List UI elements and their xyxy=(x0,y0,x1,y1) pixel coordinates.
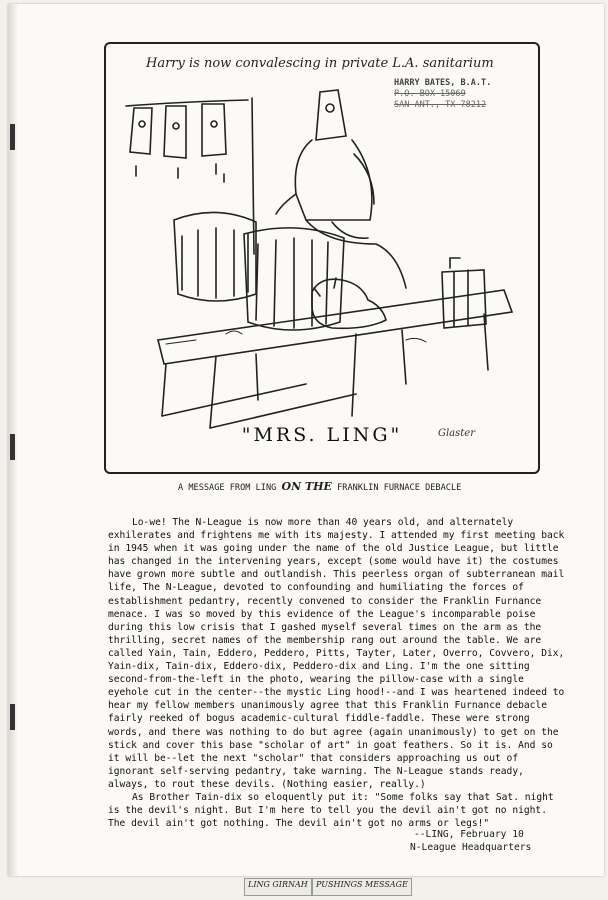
headline xyxy=(178,480,518,493)
signoff-line: --LING, February 10 xyxy=(414,829,524,840)
signoff-line: N-League Headquarters xyxy=(410,842,532,853)
address-name: HARRY BATES, B.A.T. xyxy=(394,78,492,88)
address-line: P.O. BOX 15069 xyxy=(394,89,466,99)
headline-insertion: ON THE xyxy=(281,480,332,493)
message-body xyxy=(108,516,568,830)
punch-mark xyxy=(10,434,15,460)
archive-label: LING GIRNAH xyxy=(244,878,312,896)
address-line: SAN ANT., TX 78212 xyxy=(394,100,487,110)
handwritten-note: Harry is now convalescing in private L.A. sanitarium xyxy=(146,56,494,71)
body-paragraph: As Brother Tain-dix so eloquently put it: "Some folks say that Sat. night is the devil's night. But I'm here to tell you the devil ain't got no night. The devil ain't got nothing. The devil ain't got no arms or legs!" xyxy=(108,791,554,830)
mrs-ling-illustration xyxy=(104,42,540,474)
headline-prefix: A MESSAGE FROM LING xyxy=(178,483,277,493)
body-paragraph: Lo-we! The N-League is now more than 40 years old, and alternately exhilerates and frightens me with its majesty. I attended my first meeting back in 1945 when it was going under the name of the old Justice League, but little has changed in the intervening years, except (some would have it) the costumes have grown more subtle and outlandish. This peerless organ of subterranean mail life, The N-League, devoted to confounding and humiliating the forces of establishment pedantry, recently convened to consider the Franklin Furnance menace. I was so moved by this evidence of the League's incomparable poise during this low crisis that I gashed myself several times on the arm as the thrilling, secret names of the membership rang out around the table. We are called Yain, Tain, Eddero, Peddero, Pitts, Tayter, Later, Overro, Covvero, Dix, Yain-dix, Tain-dix, Eddero-dix, Peddero-dix and Ling. I'm the one sitting second-from-the-left in the photo, wearing the pillow-case with a single eyehole cut in the center--the mystic Ling hood!--and I was heartened indeed to hear my fellow members unanimously agree that this Franklin Furnance debacle fairly reeked of bogus academic-cultural fiddle-faddle. These were strong words, and there was nothing to do but agree (again unanimously) to get on the stick and cover this base "scholar of art" in goat feathers. So it is. And so it will be--let the next "scholar" that considers approaching us out of ignorant self-serving pedantry, take warning. The N-League stands ready, always, to rout these devils. (Nothing easier, really.) xyxy=(108,517,565,790)
punch-mark xyxy=(10,124,15,150)
document-page xyxy=(8,4,604,876)
punch-mark xyxy=(10,704,15,730)
illustration-caption: "MRS. LING" xyxy=(241,424,403,446)
archive-label: PUSHINGS MESSAGE xyxy=(312,878,412,896)
artist-signature: Glaster xyxy=(438,428,475,439)
page-left-edge xyxy=(8,4,18,876)
signoff xyxy=(410,828,580,854)
headline-suffix: FRANKLIN FURNACE DEBACLE xyxy=(337,483,462,493)
address-stamp xyxy=(394,78,524,111)
